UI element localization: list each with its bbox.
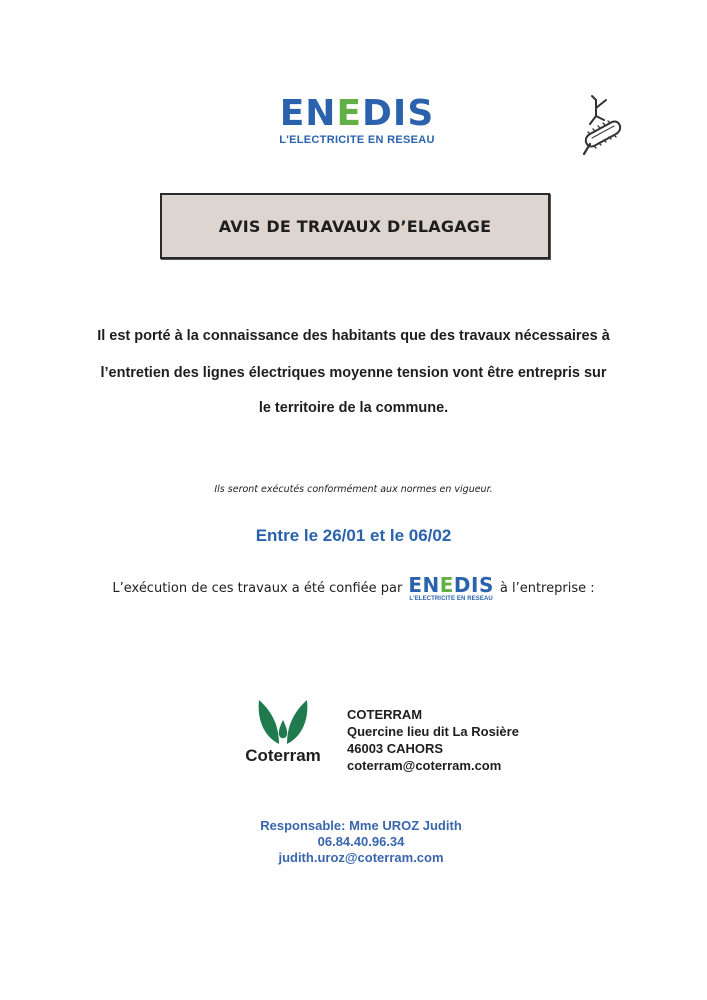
enedis-logo xyxy=(272,92,442,154)
coterram-leaf-icon xyxy=(255,698,311,748)
contact-phone: 06.84.40.96.34 xyxy=(317,834,405,849)
intro-line-1: Il est porté à la connaissance des habitants que des travaux nécessaires à xyxy=(97,328,610,344)
contact-email: judith.uroz@coterram.com xyxy=(278,850,444,865)
execution-text-after: à l’entreprise : xyxy=(499,580,595,596)
enedis-logo-inline-wordmark: ENEDIS xyxy=(408,573,494,597)
execution-text-before: L’exécution de ces travaux a été confiée par xyxy=(112,580,403,596)
contact-block xyxy=(200,818,522,866)
coterram-logo-text: Coterram xyxy=(245,746,321,765)
pruning-saw-icon xyxy=(580,94,628,160)
norms-note: Ils seront exécutés conformément aux normes en vigueur. xyxy=(214,484,493,495)
enedis-logo-inline xyxy=(408,574,494,602)
contact-responsable: Responsable: Mme UROZ Judith xyxy=(260,818,462,833)
address-line-2: 46003 CAHORS xyxy=(347,741,444,756)
work-dates: Entre le 26/01 et le 06/02 xyxy=(255,526,452,545)
address-line-1: Quercine lieu dit La Rosière xyxy=(347,724,519,739)
page-title: AVIS DE TRAVAUX D’ELAGAGE xyxy=(218,216,492,236)
coterram-logo xyxy=(240,698,326,770)
intro-line-2: l’entretien des lignes électriques moyenne tension vont être entrepris sur xyxy=(100,365,607,381)
enedis-logo-wordmark: ENEDIS xyxy=(279,93,435,134)
title-box xyxy=(160,193,550,259)
company-email: coterram@coterram.com xyxy=(347,758,502,773)
enedis-logo-inline-tagline: L'ELECTRICITE EN RESEAU xyxy=(409,596,493,602)
execution-line xyxy=(60,574,647,602)
company-name: COTERRAM xyxy=(347,707,423,722)
enedis-logo-tagline: L'ELECTRICITE EN RESEAU xyxy=(279,134,435,146)
company-address xyxy=(347,706,519,774)
intro-line-3: le territoire de la commune. xyxy=(258,400,449,416)
